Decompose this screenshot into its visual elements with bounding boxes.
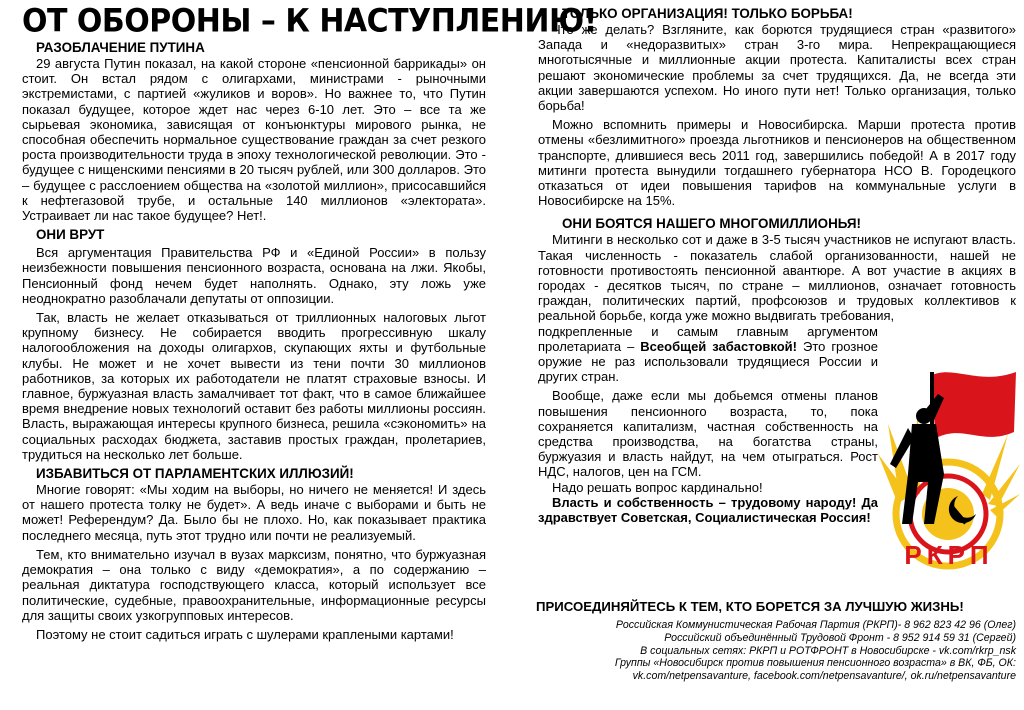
contact-line: В социальных сетях: РКРП и РОТФРОНТ в Новосибирске - vk.com/rkrp_nsk — [640, 644, 1016, 657]
heading-they-fear: ОНИ БОЯТСЯ НАШЕГО МНОГОМИЛЛИОНЬЯ! — [562, 216, 861, 232]
heading-they-lie: ОНИ ВРУТ — [36, 227, 105, 243]
contact-line: Российская Коммунистическая Рабочая Партия (РКРП)- 8 962 823 42 96 (Олег) — [615, 619, 1016, 631]
join-slogan: ПРИСОЕДИНЯЙТЕСЬ К ТЕМ, КТО БОРЕТСЯ ЗА ЛУЧШУЮ ЖИЗНЬ! — [536, 599, 964, 614]
heading-parliament-illusions: ИЗБАВИТЬСЯ ОТ ПАРЛАМЕНТСКИХ ИЛЛЮЗИЙ! — [36, 466, 354, 482]
paragraph: Надо решать вопрос кардинально! — [552, 479, 763, 495]
contact-line: Группы «Новосибирск против повышения пенсионного возраста» в ВК, ФБ, ОК: — [614, 657, 1016, 670]
rkrp-logo-text: РКРП — [904, 540, 994, 570]
paragraph: Вся аргументация Правительства РФ и «Единой России» в пользу неизбежности повышения пенсионного возраста, основана на лжи. Якобы, Пенсионный фонд нечем будет наполнять. Однако, эту ложь уже неоднократно разоблачали депутаты от оппозиции. — [22, 245, 486, 306]
rkrp-poster-logo — [878, 354, 1020, 572]
paragraph: Что же делать? Взгляните, как борются трудящиеся стран «развитого» Запада и «недоразвитых» стран 3-го мира. Непрекращающиеся многотысячные и миллионные акции протеста. Капиталисты всех стран решают экономические проблемы за счет трудящихся. Да, не всегда эти акции завершаются успехом. Но иного пути нет! Только организация, только борьба! — [538, 22, 1016, 114]
paragraph: Многие говорят: «Мы ходим на выборы, но ничего не меняется! И здесь от нашего протеста толку не будет». А ведь иначе с выборами и быть не может! Референдум? Да. Было бы не плохо. Но, как показывает практика последнего месяца, путь этот трудно или почти не реализуемый. — [22, 482, 486, 543]
main-title: ОТ ОБОРОНЫ – К НАСТУПЛЕНИЮ! — [22, 2, 597, 40]
paragraph: 29 августа Путин показал, на какой стороне «пенсионной баррикады» он стоит. Он встал рядом с олигархами, министрами - рыночными экстремистами, с партией «жуликов и воров». Но важнее то, что Путин показал будущее, которое ждет нас через 6-10 лет. Это – все та же сырьевая экономика, зависящая от конъюнктуры мирового рынка, не способная обеспечить нормальное существование граждан за счет резкого роста производительности труда в эпоху технологической революции. Это - будущее с нищенскими пенсиями в 20 тысяч рублей, или 300 долларов. Это – будущее с расслоением общества на «золотой миллион», присосавшийся к нефтегазовой трубе, и остальные 140 миллионов «электората». Устраивает ли нас такое будущее? Нет!. — [22, 56, 486, 224]
paragraph: Вообще, даже если мы добьемся отмены планов повышения пенсионного возраста, то, пока сохраняется капитализм, частная собственность на средства производства, на богатства страны, буржуазия и власть найдут, на чем отыграться. Рост НДС, налогов, цен на ГСМ. — [538, 388, 878, 480]
slogan: Власть и собственность – трудовому народу! Да здравствует Советская, Социалистическая Россия! — [538, 494, 878, 526]
general-strike-text: Всеобщей забастовкой! — [640, 338, 797, 354]
contact-line: Российский объединённый Трудовой Фронт - 8 952 914 59 31 (Сергей) — [664, 631, 1016, 644]
paragraph: Поэтому не стоит садиться играть с шулерами краплеными картами! — [36, 626, 454, 642]
paragraph: Можно вспомнить примеры и Новосибирска. Марши протеста против отмены «безлимитного» проезда льготников и пенсионеров на общественном транспорте, длившиеся весь 2011 год, завершились победой! А в 2017 году митинги протеста вынудили тогдашнего губернатора НСО В. Городецкого отказаться от идеи повышения тарифов на коммунальные услуги в Новосибирске на 15%. — [538, 117, 1016, 209]
red-flag-icon — [930, 372, 1016, 438]
paragraph: Тем, кто внимательно изучал в вузах марксизм, понятно, что буржуазная демократия – она только с виду «демократия», а по содержанию – реальная диктатура господствующего класса, который использует все политические, судебные, правоохранительные, информационные ресурсы для защиты своих узкогрупповых интересов. — [22, 546, 486, 623]
paragraph: Так, власть не желает отказываться от триллионных налоговых льгот крупному бизнесу. Не собирается вводить прогрессивную шкалу налогообложения на доходы олигархов, скупающих яхты и футбольные клубы. Не может и не хочет вывести из тени почти 30 миллионов работников, за которых их работодатели не платят страховые взносы. И главное, буржуазная власть замалчивает тот факт, что в самое ближайшее время внедрение новых технологий оставит без работы миллионы россиян. Власть, выражающая интересы крупного бизнеса, решила «сэкономить» на социальных расходах бюджета, заставив простых граждан, пролетариев, трудиться на несколько лет больше. — [22, 310, 486, 462]
paragraph: Митинги в несколько сот и даже в 3-5 тысяч участников не испугают власть. Такая численность - показатель слабой организованности, нашей не готовности противостоять пенсионной авантюре. А вот участие в акциях в городах - десятков тысяч, по стране – миллионов, означает готовность граждан, политических партий, профсоюзов и трудовых коллективов к реальной борьбе, когда уже можно выдвигать требования, — [538, 232, 1016, 324]
heading-only-organization: ТОЛЬКО ОРГАНИЗАЦИЯ! ТОЛЬКО БОРЬБА! — [562, 6, 853, 21]
contact-line: vk.com/netpensavanture, facebook.com/netpensavanture/, ok.ru/netpensavanture — [632, 670, 1016, 683]
contacts-block — [520, 619, 1016, 683]
paragraph: подкрепленные и самым главным аргументом пролетариата – Всеобщей забастовкой! Это грозное оружие не раз использовали трудящиеся России и других стран. — [538, 323, 878, 385]
heading-exposing-putin: РАЗОБЛАЧЕНИЕ ПУТИНА — [36, 40, 205, 55]
